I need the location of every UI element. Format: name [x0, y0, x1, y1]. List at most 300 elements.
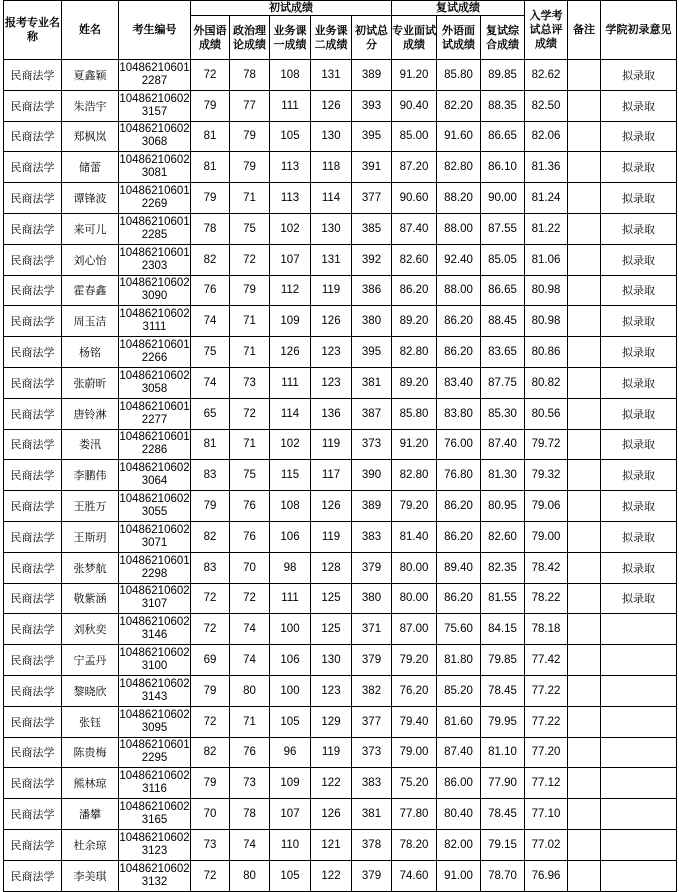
cell-major: 民商法学	[4, 860, 62, 891]
cell-name: 张钰	[62, 706, 119, 737]
cell-retest-total: 78.45	[481, 799, 525, 830]
cell-course1: 112	[270, 275, 311, 306]
cell-retest-total: 82.35	[481, 552, 525, 583]
cell-remark	[568, 706, 601, 737]
cell-interview: 82.80	[392, 337, 437, 368]
table-row	[4, 460, 677, 491]
cell-course1: 109	[270, 306, 311, 337]
cell-major: 民商法学	[4, 275, 62, 306]
cell-politics: 77	[230, 90, 270, 121]
cell-opinion	[601, 799, 677, 830]
cell-politics: 76	[230, 491, 270, 522]
cell-final: 81.24	[525, 183, 568, 214]
cell-course2: 129	[311, 706, 352, 737]
table-row	[4, 244, 677, 275]
cell-politics: 79	[230, 152, 270, 183]
cell-oral: 83.40	[437, 367, 481, 398]
cell-foreign: 78	[191, 213, 230, 244]
cell-course2: 128	[311, 552, 352, 583]
cell-oral: 80.40	[437, 799, 481, 830]
cell-retest-total: 79.15	[481, 829, 525, 860]
cell-oral: 81.60	[437, 706, 481, 737]
cell-opinion	[601, 829, 677, 860]
cell-remark	[568, 398, 601, 429]
cell-politics: 72	[230, 244, 270, 275]
cell-final: 79.00	[525, 521, 568, 552]
cell-final: 82.06	[525, 121, 568, 152]
header-name: 姓名	[62, 1, 119, 60]
cell-course1: 105	[270, 706, 311, 737]
cell-remark	[568, 429, 601, 460]
cell-major: 民商法学	[4, 552, 62, 583]
cell-foreign: 82	[191, 521, 230, 552]
cell-remark	[568, 829, 601, 860]
cell-exam-id: 104862106023100	[119, 645, 191, 676]
cell-remark	[568, 737, 601, 768]
cell-politics: 71	[230, 306, 270, 337]
cell-retest-total: 81.10	[481, 737, 525, 768]
cell-name: 刘秋奕	[62, 614, 119, 645]
cell-retest-total: 79.95	[481, 706, 525, 737]
cell-initial-total: 395	[352, 337, 392, 368]
cell-politics: 73	[230, 367, 270, 398]
cell-final: 81.06	[525, 244, 568, 275]
cell-retest-total: 87.75	[481, 367, 525, 398]
cell-oral: 88.20	[437, 183, 481, 214]
cell-foreign: 79	[191, 491, 230, 522]
cell-foreign: 81	[191, 121, 230, 152]
cell-course1: 107	[270, 244, 311, 275]
cell-name: 陈贵梅	[62, 737, 119, 768]
cell-course1: 106	[270, 645, 311, 676]
cell-final: 80.82	[525, 367, 568, 398]
cell-final: 80.98	[525, 275, 568, 306]
cell-course1: 110	[270, 829, 311, 860]
cell-foreign: 81	[191, 429, 230, 460]
cell-name: 张梦航	[62, 552, 119, 583]
cell-foreign: 82	[191, 244, 230, 275]
cell-initial-total: 380	[352, 583, 392, 614]
cell-final: 81.22	[525, 213, 568, 244]
cell-course2: 126	[311, 491, 352, 522]
cell-course1: 98	[270, 552, 311, 583]
header-retest-total: 复试综合成绩	[481, 16, 525, 60]
cell-name: 宁孟丹	[62, 645, 119, 676]
cell-major: 民商法学	[4, 244, 62, 275]
cell-final: 82.50	[525, 90, 568, 121]
cell-name: 敬紫涵	[62, 583, 119, 614]
cell-interview: 87.20	[392, 152, 437, 183]
cell-oral: 86.20	[437, 306, 481, 337]
cell-foreign: 69	[191, 645, 230, 676]
cell-course2: 126	[311, 799, 352, 830]
cell-course1: 108	[270, 491, 311, 522]
cell-exam-id: 104862106012285	[119, 213, 191, 244]
cell-remark	[568, 121, 601, 152]
cell-remark	[568, 275, 601, 306]
cell-remark	[568, 337, 601, 368]
cell-retest-total: 78.45	[481, 675, 525, 706]
cell-politics: 72	[230, 583, 270, 614]
cell-name: 潘攀	[62, 799, 119, 830]
cell-retest-total: 87.55	[481, 213, 525, 244]
cell-politics: 74	[230, 829, 270, 860]
cell-course2: 123	[311, 367, 352, 398]
cell-opinion: 拟录取	[601, 244, 677, 275]
cell-politics: 75	[230, 213, 270, 244]
cell-course1: 107	[270, 799, 311, 830]
cell-major: 民商法学	[4, 398, 62, 429]
cell-major: 民商法学	[4, 706, 62, 737]
cell-oral: 86.00	[437, 768, 481, 799]
cell-oral: 81.80	[437, 645, 481, 676]
cell-final: 80.86	[525, 337, 568, 368]
cell-retest-total: 77.90	[481, 768, 525, 799]
cell-retest-total: 88.35	[481, 90, 525, 121]
cell-interview: 85.80	[392, 398, 437, 429]
cell-interview: 74.60	[392, 860, 437, 891]
cell-final: 77.22	[525, 706, 568, 737]
cell-interview: 82.80	[392, 460, 437, 491]
cell-opinion: 拟录取	[601, 152, 677, 183]
cell-name: 霍春鑫	[62, 275, 119, 306]
cell-final: 79.32	[525, 460, 568, 491]
cell-final: 78.22	[525, 583, 568, 614]
cell-interview: 89.20	[392, 306, 437, 337]
cell-initial-total: 377	[352, 183, 392, 214]
cell-retest-total: 82.60	[481, 521, 525, 552]
cell-remark	[568, 799, 601, 830]
cell-initial-total: 371	[352, 614, 392, 645]
cell-interview: 87.00	[392, 614, 437, 645]
table-row	[4, 860, 677, 891]
cell-opinion: 拟录取	[601, 60, 677, 91]
cell-politics: 76	[230, 521, 270, 552]
cell-initial-total: 387	[352, 398, 392, 429]
cell-course2: 130	[311, 645, 352, 676]
cell-politics: 78	[230, 60, 270, 91]
cell-course1: 102	[270, 213, 311, 244]
cell-exam-id: 104862106012295	[119, 737, 191, 768]
cell-exam-id: 104862106023064	[119, 460, 191, 491]
header-major: 报考专业名称	[4, 1, 62, 60]
cell-retest-total: 89.85	[481, 60, 525, 91]
cell-politics: 80	[230, 675, 270, 706]
cell-major: 民商法学	[4, 829, 62, 860]
header-retest-group: 复试成绩	[392, 1, 525, 16]
cell-retest-total: 86.65	[481, 275, 525, 306]
cell-retest-total: 81.30	[481, 460, 525, 491]
cell-name: 王胜万	[62, 491, 119, 522]
cell-remark	[568, 491, 601, 522]
cell-retest-total: 85.30	[481, 398, 525, 429]
table-row	[4, 60, 677, 91]
cell-course2: 119	[311, 275, 352, 306]
cell-course1: 105	[270, 860, 311, 891]
cell-initial-total: 381	[352, 799, 392, 830]
cell-retest-total: 86.10	[481, 152, 525, 183]
cell-remark	[568, 583, 601, 614]
table-body	[4, 60, 677, 892]
cell-opinion	[601, 768, 677, 799]
cell-initial-total: 382	[352, 675, 392, 706]
cell-final: 80.56	[525, 398, 568, 429]
cell-interview: 91.20	[392, 429, 437, 460]
cell-name: 唐铃淋	[62, 398, 119, 429]
header-oral: 外语面试成绩	[437, 16, 481, 60]
cell-retest-total: 78.70	[481, 860, 525, 891]
header-initial-total: 初试总分	[352, 16, 392, 60]
cell-politics: 73	[230, 768, 270, 799]
table-row	[4, 737, 677, 768]
cell-politics: 71	[230, 706, 270, 737]
cell-exam-id: 104862106023111	[119, 306, 191, 337]
cell-interview: 81.40	[392, 521, 437, 552]
cell-opinion: 拟录取	[601, 521, 677, 552]
cell-course1: 102	[270, 429, 311, 460]
cell-retest-total: 85.05	[481, 244, 525, 275]
cell-politics: 72	[230, 398, 270, 429]
cell-course1: 111	[270, 583, 311, 614]
cell-major: 民商法学	[4, 614, 62, 645]
cell-interview: 80.00	[392, 583, 437, 614]
cell-interview: 79.20	[392, 491, 437, 522]
cell-foreign: 75	[191, 337, 230, 368]
cell-course2: 123	[311, 337, 352, 368]
cell-course2: 122	[311, 768, 352, 799]
cell-initial-total: 393	[352, 90, 392, 121]
cell-exam-id: 104862106023095	[119, 706, 191, 737]
cell-initial-total: 379	[352, 645, 392, 676]
cell-remark	[568, 306, 601, 337]
cell-exam-id: 104862106012287	[119, 60, 191, 91]
cell-opinion: 拟录取	[601, 491, 677, 522]
cell-final: 78.42	[525, 552, 568, 583]
cell-final: 77.20	[525, 737, 568, 768]
cell-major: 民商法学	[4, 675, 62, 706]
table-row	[4, 491, 677, 522]
cell-politics: 80	[230, 860, 270, 891]
cell-final: 77.42	[525, 645, 568, 676]
cell-exam-id: 104862106023071	[119, 521, 191, 552]
table-row	[4, 645, 677, 676]
header-remark: 备注	[568, 1, 601, 60]
cell-politics: 74	[230, 614, 270, 645]
cell-final: 82.62	[525, 60, 568, 91]
cell-name: 来可儿	[62, 213, 119, 244]
cell-initial-total: 373	[352, 737, 392, 768]
cell-major: 民商法学	[4, 213, 62, 244]
cell-remark	[568, 244, 601, 275]
table-row	[4, 552, 677, 583]
cell-final: 76.96	[525, 860, 568, 891]
cell-course1: 108	[270, 60, 311, 91]
cell-foreign: 79	[191, 183, 230, 214]
table-row	[4, 675, 677, 706]
cell-course1: 105	[270, 121, 311, 152]
cell-retest-total: 81.55	[481, 583, 525, 614]
cell-remark	[568, 152, 601, 183]
cell-politics: 70	[230, 552, 270, 583]
cell-opinion: 拟录取	[601, 398, 677, 429]
cell-major: 民商法学	[4, 460, 62, 491]
table-row	[4, 768, 677, 799]
cell-interview: 82.60	[392, 244, 437, 275]
cell-exam-id: 104862106023090	[119, 275, 191, 306]
header-foreign: 外国语成绩	[191, 16, 230, 60]
cell-opinion: 拟录取	[601, 306, 677, 337]
cell-exam-id: 104862106023143	[119, 675, 191, 706]
cell-name: 刘心怡	[62, 244, 119, 275]
cell-initial-total: 395	[352, 121, 392, 152]
cell-course1: 106	[270, 521, 311, 552]
cell-interview: 76.20	[392, 675, 437, 706]
cell-major: 民商法学	[4, 737, 62, 768]
cell-initial-total: 379	[352, 552, 392, 583]
table-row	[4, 614, 677, 645]
cell-course1: 111	[270, 367, 311, 398]
cell-name: 谭锋波	[62, 183, 119, 214]
cell-final: 77.02	[525, 829, 568, 860]
cell-exam-id: 104862106023055	[119, 491, 191, 522]
cell-retest-total: 90.00	[481, 183, 525, 214]
cell-course1: 111	[270, 90, 311, 121]
cell-course2: 114	[311, 183, 352, 214]
cell-major: 民商法学	[4, 183, 62, 214]
cell-foreign: 76	[191, 275, 230, 306]
cell-course1: 96	[270, 737, 311, 768]
table-row	[4, 398, 677, 429]
cell-oral: 87.40	[437, 737, 481, 768]
cell-course1: 100	[270, 675, 311, 706]
cell-retest-total: 87.40	[481, 429, 525, 460]
cell-final: 78.18	[525, 614, 568, 645]
cell-opinion	[601, 675, 677, 706]
table-row	[4, 275, 677, 306]
cell-opinion: 拟录取	[601, 460, 677, 491]
cell-initial-total: 391	[352, 152, 392, 183]
cell-major: 民商法学	[4, 429, 62, 460]
cell-final: 77.12	[525, 768, 568, 799]
cell-opinion: 拟录取	[601, 429, 677, 460]
cell-foreign: 82	[191, 737, 230, 768]
cell-major: 民商法学	[4, 306, 62, 337]
table-row	[4, 90, 677, 121]
cell-initial-total: 389	[352, 60, 392, 91]
cell-opinion: 拟录取	[601, 90, 677, 121]
cell-course1: 109	[270, 768, 311, 799]
cell-remark	[568, 90, 601, 121]
cell-oral: 82.00	[437, 829, 481, 860]
cell-foreign: 74	[191, 306, 230, 337]
cell-initial-total: 390	[352, 460, 392, 491]
cell-course1: 113	[270, 152, 311, 183]
cell-foreign: 83	[191, 552, 230, 583]
cell-course1: 126	[270, 337, 311, 368]
cell-major: 民商法学	[4, 367, 62, 398]
cell-course2: 123	[311, 675, 352, 706]
cell-interview: 90.40	[392, 90, 437, 121]
cell-opinion: 拟录取	[601, 367, 677, 398]
cell-foreign: 70	[191, 799, 230, 830]
cell-major: 民商法学	[4, 337, 62, 368]
cell-final: 79.72	[525, 429, 568, 460]
cell-opinion: 拟录取	[601, 552, 677, 583]
cell-exam-id: 104862106023165	[119, 799, 191, 830]
cell-opinion: 拟录取	[601, 583, 677, 614]
cell-foreign: 72	[191, 60, 230, 91]
cell-politics: 71	[230, 337, 270, 368]
table-row	[4, 306, 677, 337]
cell-remark	[568, 675, 601, 706]
cell-major: 民商法学	[4, 521, 62, 552]
cell-exam-id: 104862106023068	[119, 121, 191, 152]
table-row	[4, 213, 677, 244]
header-initial-group: 初试成绩	[191, 1, 392, 16]
header-course1: 业务课一成绩	[270, 16, 311, 60]
cell-oral: 88.00	[437, 213, 481, 244]
cell-initial-total: 385	[352, 213, 392, 244]
cell-oral: 92.40	[437, 244, 481, 275]
cell-oral: 86.20	[437, 491, 481, 522]
cell-interview: 77.80	[392, 799, 437, 830]
cell-name: 朱浩宇	[62, 90, 119, 121]
cell-retest-total: 86.65	[481, 121, 525, 152]
cell-final: 77.10	[525, 799, 568, 830]
cell-opinion: 拟录取	[601, 183, 677, 214]
cell-interview: 89.20	[392, 367, 437, 398]
cell-name: 熊林琼	[62, 768, 119, 799]
cell-course1: 115	[270, 460, 311, 491]
cell-name: 黎晓欣	[62, 675, 119, 706]
cell-foreign: 79	[191, 675, 230, 706]
cell-exam-id: 104862106012269	[119, 183, 191, 214]
cell-politics: 78	[230, 799, 270, 830]
cell-politics: 79	[230, 275, 270, 306]
cell-oral: 85.20	[437, 675, 481, 706]
table-row	[4, 583, 677, 614]
cell-politics: 74	[230, 645, 270, 676]
cell-oral: 86.20	[437, 521, 481, 552]
cell-oral: 88.00	[437, 275, 481, 306]
cell-exam-id: 104862106012286	[119, 429, 191, 460]
cell-oral: 83.80	[437, 398, 481, 429]
cell-course2: 122	[311, 860, 352, 891]
cell-name: 王斯玥	[62, 521, 119, 552]
cell-opinion: 拟录取	[601, 121, 677, 152]
cell-remark	[568, 645, 601, 676]
cell-exam-id: 104862106023132	[119, 860, 191, 891]
cell-final: 77.22	[525, 675, 568, 706]
cell-final: 80.98	[525, 306, 568, 337]
cell-name: 储蕾	[62, 152, 119, 183]
header-final: 入学考试总评成绩	[525, 1, 568, 60]
cell-interview: 91.20	[392, 60, 437, 91]
cell-interview: 79.20	[392, 645, 437, 676]
cell-foreign: 72	[191, 860, 230, 891]
cell-initial-total: 383	[352, 521, 392, 552]
cell-initial-total: 389	[352, 491, 392, 522]
cell-course2: 119	[311, 429, 352, 460]
cell-politics: 71	[230, 183, 270, 214]
cell-major: 民商法学	[4, 645, 62, 676]
cell-exam-id: 104862106023146	[119, 614, 191, 645]
cell-major: 民商法学	[4, 583, 62, 614]
cell-course2: 131	[311, 244, 352, 275]
cell-foreign: 72	[191, 614, 230, 645]
cell-initial-total: 373	[352, 429, 392, 460]
cell-opinion	[601, 706, 677, 737]
